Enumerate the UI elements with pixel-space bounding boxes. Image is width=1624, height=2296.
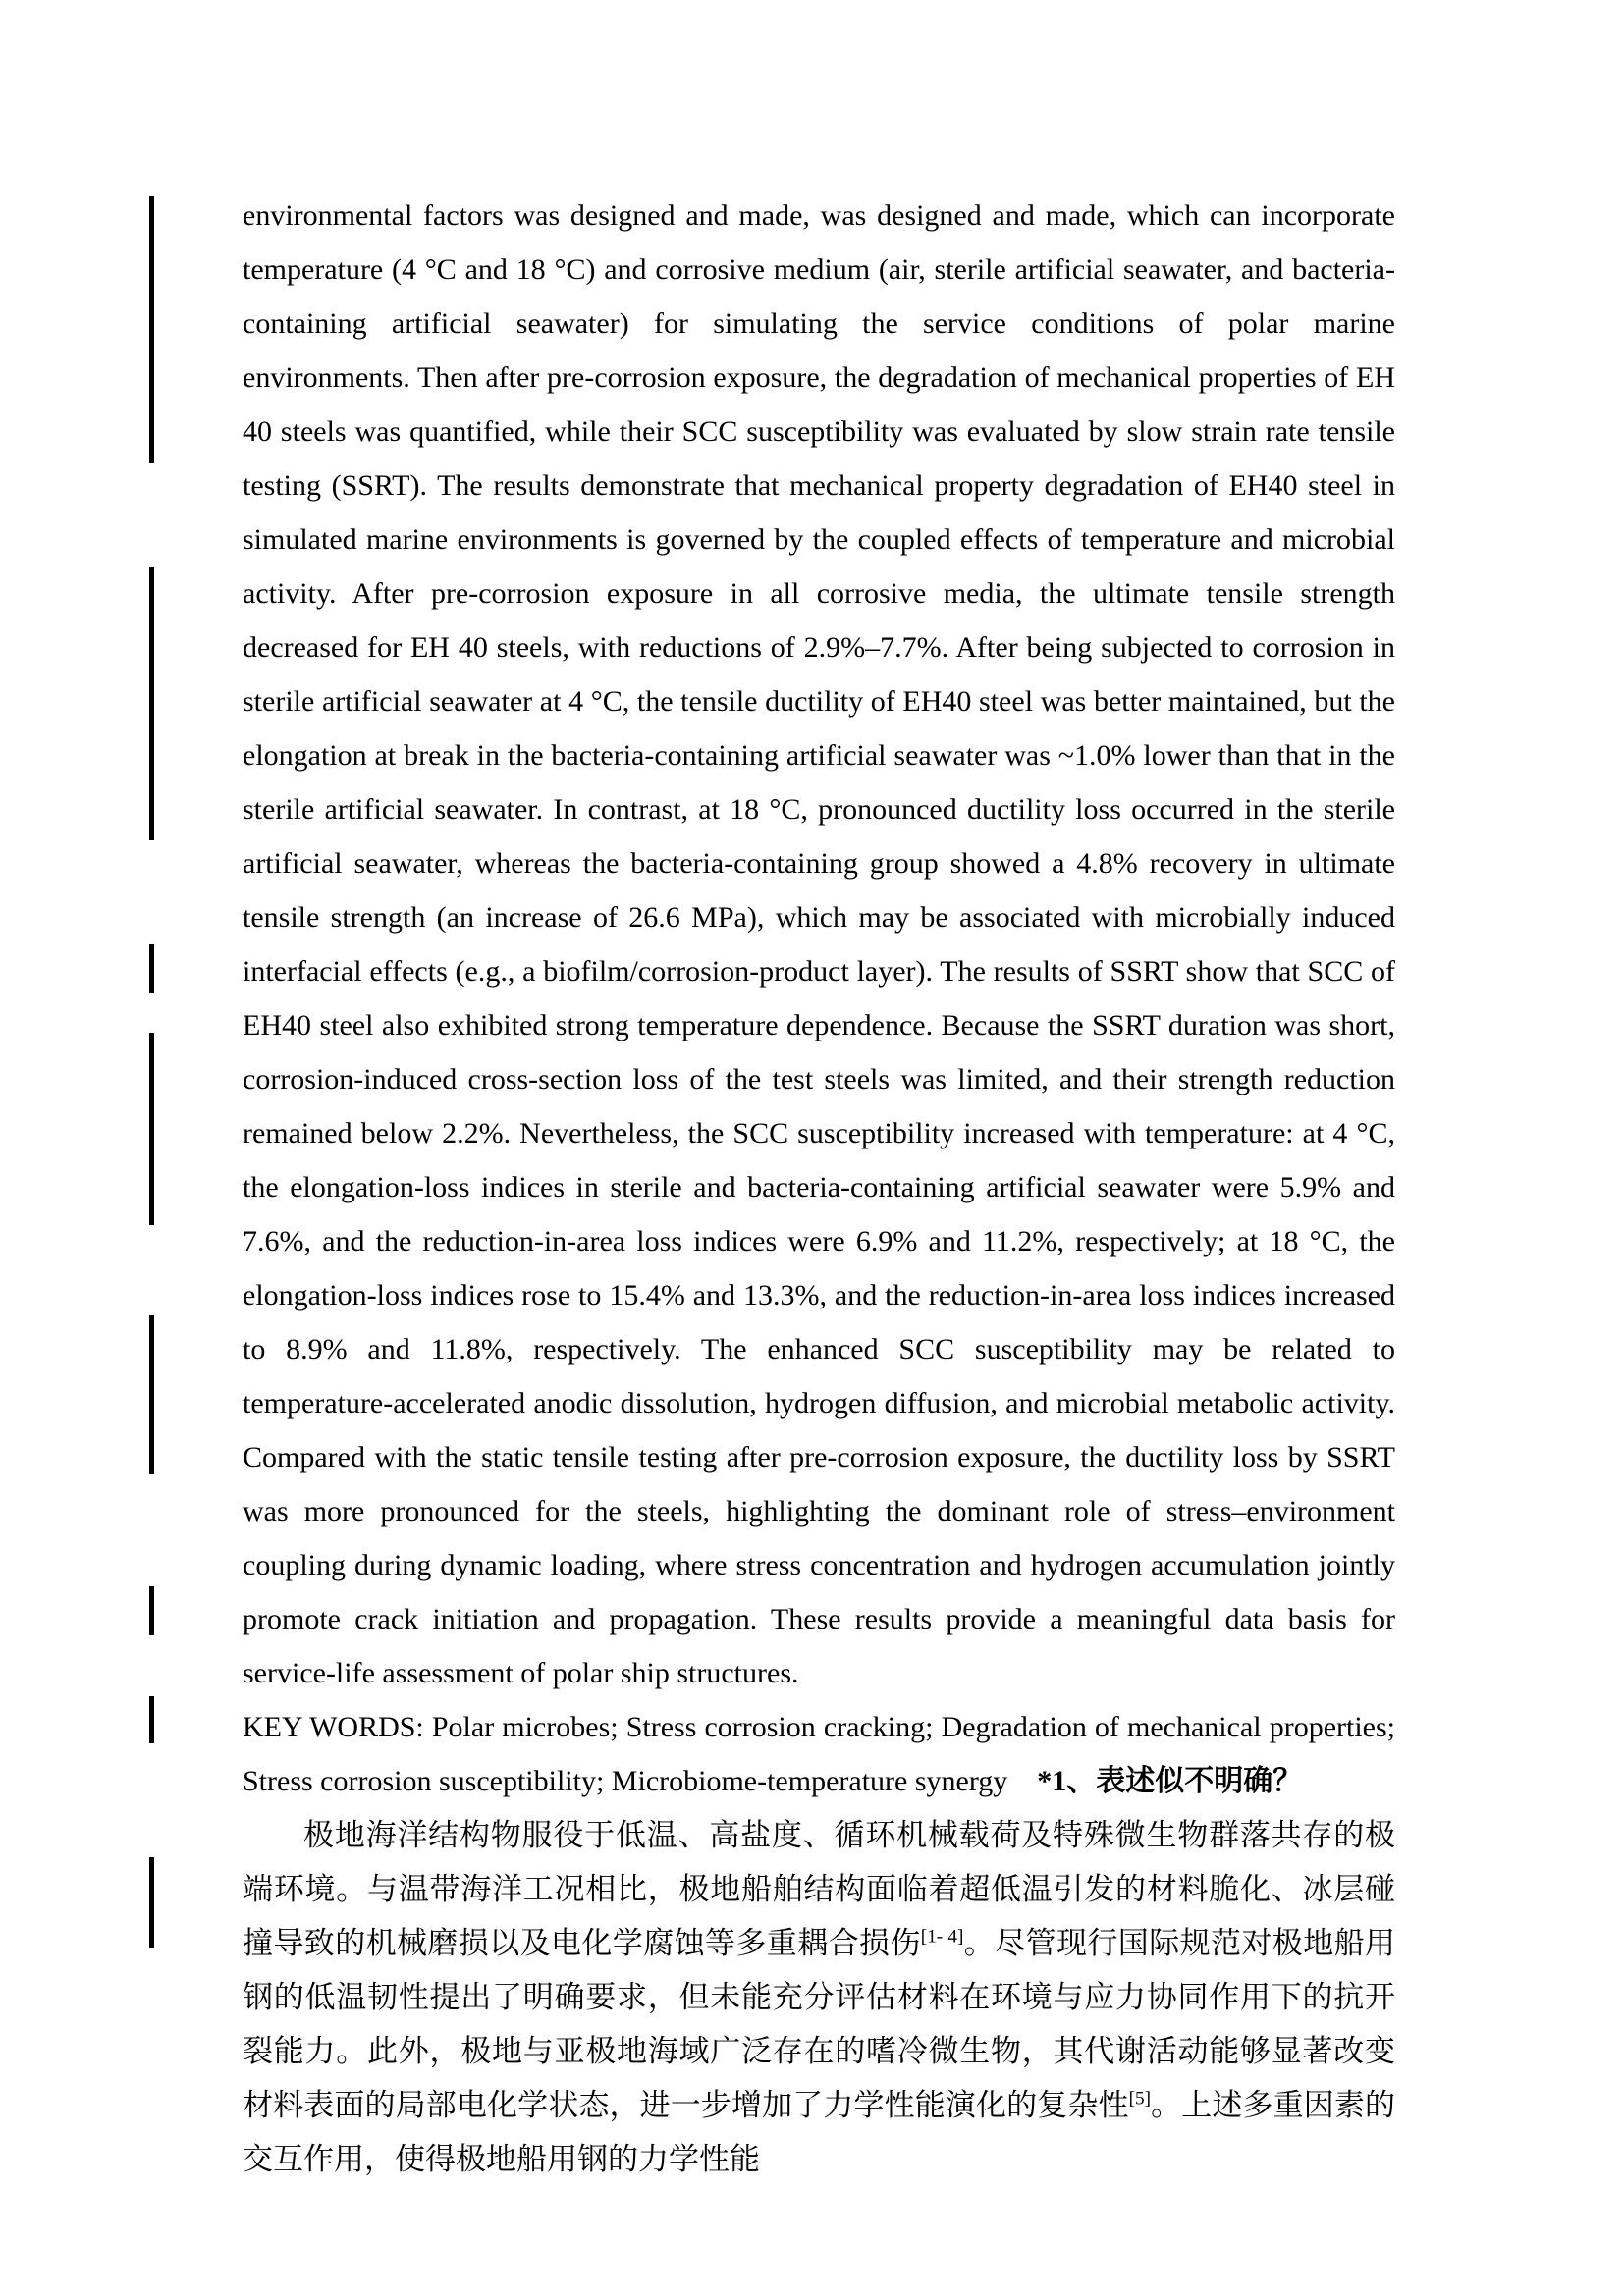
revision-change-bar [149, 1315, 154, 1474]
citation-superscript: [5] [1128, 2088, 1152, 2109]
keywords-paragraph [243, 1700, 1395, 1808]
revision-change-bar [149, 1696, 154, 1743]
chinese-text-segment: 极地海洋结构物服役于低温、高盐度、循环机械载荷及特殊微生物群落共存的极端环境。与温带海洋工况相比，极地船舶结构面临着超低温引发的材料脆化、冰层碰撞导致的机械磨损以及电化学腐蚀等多重耦合损伤 [243, 1818, 1395, 1960]
revision-change-bar [149, 196, 154, 463]
revision-change-bar [149, 567, 154, 840]
revision-change-bar [149, 1857, 154, 1948]
revision-change-bar [149, 944, 154, 993]
chinese-text-segment: 。尽管现行国际规范对极地船用钢的低温韧性提出了明确要求，但未能充分评估材料在环境与应力协同作用下的抗开裂能力。此外，极地与亚极地海域广泛存在的嗜冷微生物，其代谢活动能够显著改变材料表面的局部电化学状态，进一步增加了力学性能演化的复杂性 [243, 1926, 1395, 2122]
chinese-text-segment: 。上述多重因素的交互作用，使得极地船用钢的力学性能 [243, 2088, 1396, 2176]
citation-superscript: [1- 4] [920, 1926, 964, 1948]
reviewer-annotation: *1、表述似不明确？ [1037, 1765, 1303, 1797]
page-content [243, 188, 1395, 2186]
revision-change-bar [149, 1586, 154, 1635]
keywords-text: KEY WORDS: Polar microbes; Stress corrosion cracking; Degradation of mechanical properties; Stress corrosion susceptibility; Microbiome-temperature synergy [243, 1711, 1395, 1797]
chinese-paragraph [243, 1808, 1395, 2186]
revision-change-bar [149, 1033, 154, 1225]
abstract-paragraph: environmental factors was designed and made, was designed and made, which can incorporate temperature (4 °C and 18 °C) and corrosive medium (air, sterile artificial seawater, and bacteria-containing artificial seawater) for simulating the service conditions of polar marine environments. Then after pre-corrosion exposure, the degradation of mechanical properties of EH 40 steels was quantified, while their SCC susceptibility was evaluated by slow strain rate tensile testing (SSRT). The results demonstrate that mechanical property degradation of EH40 steel in simulated marine environments is governed by the coupled effects of temperature and microbial activity. After pre-corrosion exposure in all corrosive media, the ultimate tensile strength decreased for EH 40 steels, with reductions of 2.9%–7.7%. After being subjected to corrosion in sterile artificial seawater at 4 °C, the tensile ductility of EH40 steel was better maintained, but the elongation at break in the bacteria-containing artificial seawater was ~1.0% lower than that in the sterile artificial seawater. In contrast, at 18 °C, pronounced ductility loss occurred in the sterile artificial seawater, whereas the bacteria-containing group showed a 4.8% recovery in ultimate tensile strength (an increase of 26.6 MPa), which may be associated with microbially induced interfacial effects (e.g., a biofilm/corrosion-product layer). The results of SSRT show that SCC of EH40 steel also exhibited strong temperature dependence. Because the SSRT duration was short, corrosion-induced cross-section loss of the test steels was limited, and their strength reduction remained below 2.2%. Nevertheless, the SCC susceptibility increased with temperature: at 4 °C, the elongation-loss indices in sterile and bacteria-containing artificial seawater were 5.9% and 7.6%, and the reduction-in-area loss indices were 6.9% and 11.2%, respectively; at 18 °C, the elongation-loss indices rose to 15.4% and 13.3%, and the reduction-in-area loss indices increased to 8.9% and 11.8%, respectively. The enhanced SCC susceptibility may be related to temperature-accelerated anodic dissolution, hydrogen diffusion, and microbial metabolic activity. Compared with the static tensile testing after pre-corrosion exposure, the ductility loss by SSRT was more pronounced for the steels, highlighting the dominant role of stress–environment coupling during dynamic loading, where stress concentration and hydrogen accumulation jointly promote crack initiation and propagation. These results provide a meaningful data basis for service-life assessment of polar ship structures. [243, 199, 1395, 1689]
